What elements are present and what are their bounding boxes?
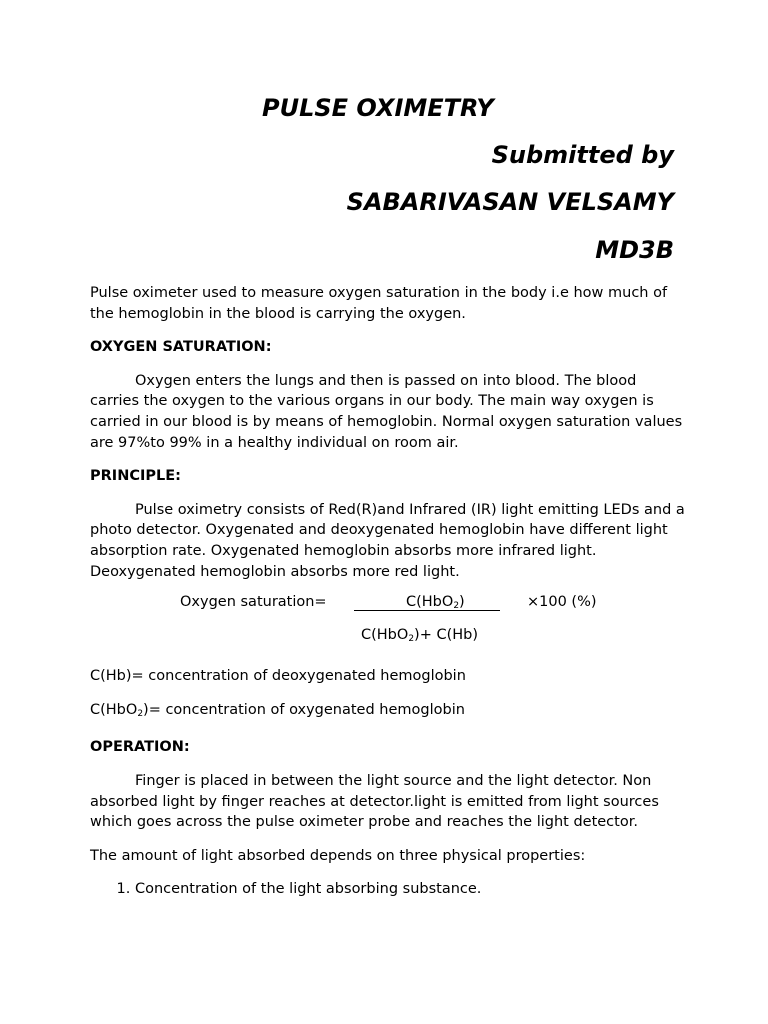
class-label: MD3B — [595, 236, 674, 264]
formula-lhs: Oxygen saturation= — [180, 594, 327, 611]
formula-multiplier: ×100 (%) — [527, 594, 597, 611]
definitions — [90, 666, 686, 724]
document-title: PULSE OXIMETRY — [262, 94, 494, 122]
section-heading-oxygen-saturation: OXYGEN SATURATION: — [90, 339, 272, 356]
definition-hb: C(Hb)= concentration of deoxygenated hemoglobin — [90, 668, 466, 685]
document-body — [90, 283, 686, 900]
fraction-bar — [354, 610, 500, 611]
formula-denominator: C(HbO$_2$)+ C(Hb) — [361, 627, 479, 645]
principle-paragraph: Pulse oximetry consists of Red(R)and Infrared (IR) light emitting LEDs and a photo detector. Oxygenated and deoxygenated hemoglobin have different light absorption rate. Oxygenated hemoglobin absorbs more infrared light. Deoxygenated hemoglobin absorbs more red light. — [90, 501, 685, 580]
intro-paragraph: Pulse oximeter used to measure oxygen saturation in the body i.e how much of the hemoglobin in the blood is carrying the oxygen. — [90, 285, 668, 322]
list-item: 1. Concentration of the light absorbing substance. — [135, 879, 686, 900]
operation-paragraph: Finger is placed in between the light source and the light detector. Non absorbed light by finger reaches at detector.light is emitted from light sources which goes across the pulse oximeter probe and reaches the light detector. — [90, 772, 659, 831]
oxygen-saturation-paragraph: Oxygen enters the lungs and then is passed on into blood. The blood carries the oxygen to the various organs in our body. The main way oxygen is carried in our blood is by means of hemoglobin. Normal oxygen saturation values are 97%to 99% in a healthy individual on room air. — [90, 372, 683, 451]
author-name: SABARIVASAN VELSAMY — [346, 188, 674, 216]
oxygen-saturation-formula — [90, 592, 686, 666]
section-heading-operation: OPERATION: — [90, 739, 190, 756]
properties-list — [90, 879, 686, 900]
section-heading-principle: PRINCIPLE: — [90, 468, 181, 485]
formula-numerator: C(HbO$_2$) — [406, 594, 465, 612]
submitted-by-label: Submitted by — [491, 141, 674, 169]
properties-intro: The amount of light absorbed depends on three physical properties: — [90, 847, 586, 864]
definition-hbo2: C(HbO$_2$)= concentration of oxygenated hemoglobin — [90, 701, 465, 719]
